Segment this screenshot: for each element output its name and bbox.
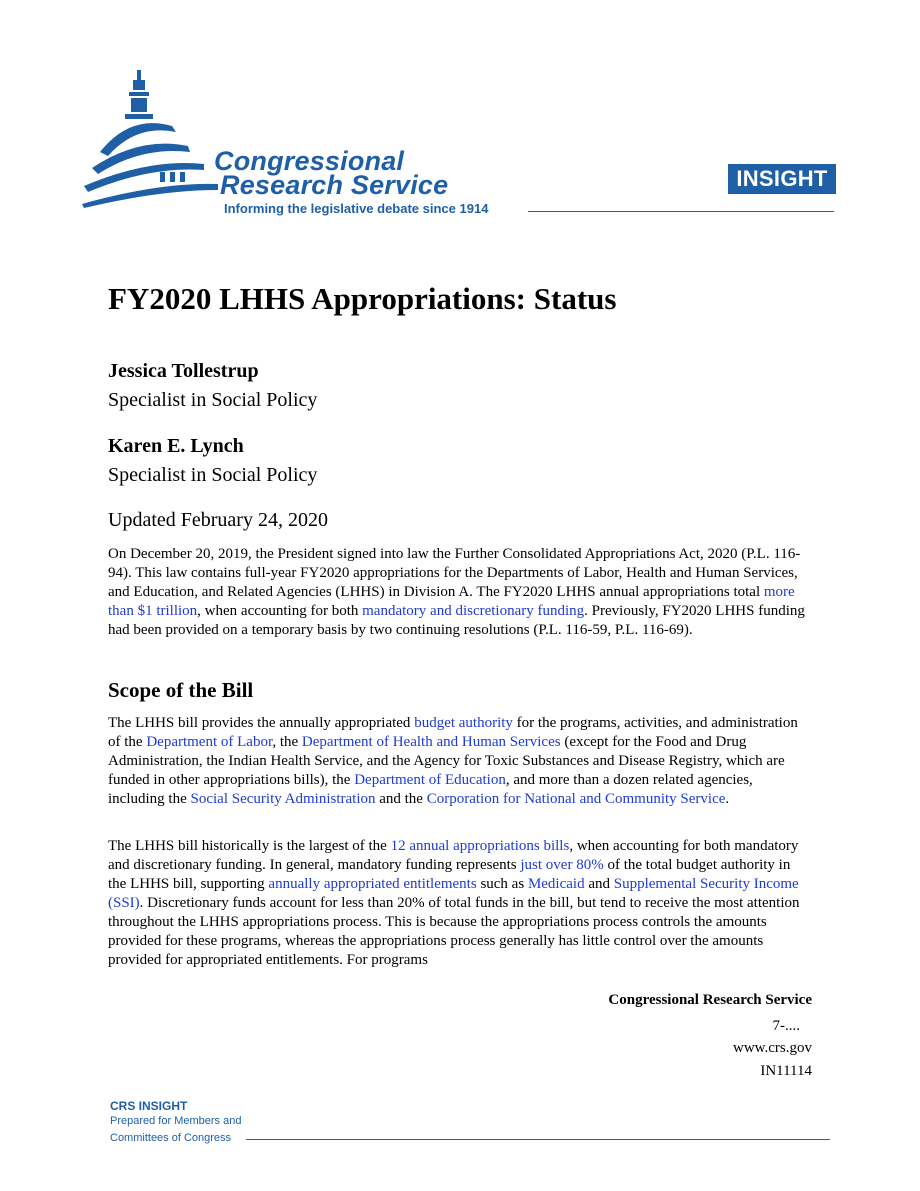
author-name-1: Jessica Tollestrup (108, 360, 259, 382)
org-name-line2: Research Service (220, 170, 449, 200)
crs-insight-label: CRS INSIGHT (110, 1099, 188, 1113)
prepared-for-line2: Committees of Congress (110, 1132, 232, 1144)
text-run: , when accounting for both (197, 603, 363, 619)
link-hhs[interactable]: Department of Health and Human Services (301, 734, 561, 750)
intro-paragraph (108, 545, 812, 640)
page-title: FY2020 LHHS Appropriations: Status (108, 281, 617, 316)
scope-paragraph-1 (108, 714, 812, 809)
link-more-than-1-trillion[interactable]: more than $1 trillion (108, 584, 795, 619)
text-run: (except for the Food and Drug Administration, the Indian Health Service, and the Agency for Toxic Substances and Disease Registry, which are funded in other appropriations bills), the (108, 734, 785, 788)
author-role-2: Specialist in Social Policy (108, 464, 318, 486)
text-run: , when accounting for both mandatory and discretionary funding. In general, mandatory funding represents (108, 838, 799, 873)
text-run: . Previously, FY2020 LHHS funding had been provided on a temporary basis by two continuing resolutions (P.L. 116-59, P.L. 116-69). (108, 603, 805, 638)
text-run: The LHHS bill historically is the largest of the (108, 838, 391, 854)
link-ssi[interactable]: Supplemental Security Income (SSI) (108, 876, 799, 911)
section-heading: Scope of the Bill (108, 678, 254, 702)
text-run: , the (272, 734, 302, 750)
text-run: , and more than a dozen related agencies, including the (108, 772, 753, 807)
text-run: and the (375, 791, 427, 807)
text-run: such as (476, 876, 528, 892)
text-run: of the total budget authority in the LHHS bill, supporting (108, 857, 791, 892)
footer-url: www.crs.gov (732, 1040, 812, 1056)
link-department-of-education[interactable]: Department of Education (354, 772, 506, 788)
insight-badge: INSIGHT (728, 164, 836, 194)
link-department-of-labor[interactable]: Department of Labor (146, 734, 273, 750)
link-mandatory-discretionary-funding[interactable]: mandatory and discretionary funding (362, 603, 585, 619)
text-run: for the programs, activities, and administration of the (108, 715, 798, 750)
text-run: The LHHS bill provides the annually appropriated (108, 715, 415, 731)
text-run: . Discretionary funds account for less than 20% of total funds in the bill, but tend to receive the most attention throughout the LHHS appropriations process. This is because the appropriations process controls the amounts provided for these programs, whereas the appropriations process generally has little control over the amounts provided for appropriated entitlements. For programs (108, 895, 800, 968)
author-name-2: Karen E. Lynch (108, 435, 244, 457)
org-tagline: Informing the legislative debate since 1914 (224, 201, 489, 216)
header-rule (528, 211, 834, 212)
footer-rule (246, 1139, 830, 1140)
footer-id: IN11114 (760, 1063, 812, 1079)
updated-date: Updated February 24, 2020 (108, 509, 328, 531)
link-appropriated-entitlements[interactable]: annually appropriated entitlements (268, 876, 477, 892)
link-12-appropriations-bills[interactable]: 12 annual appropriations bills (390, 838, 570, 854)
text-run: . (725, 791, 730, 807)
footer-code: 7-.... (772, 1018, 800, 1034)
prepared-for-line1: Prepared for Members and (110, 1115, 242, 1127)
link-cncs[interactable]: Corporation for National and Community Service (426, 791, 726, 807)
author-role-1: Specialist in Social Policy (108, 389, 318, 411)
footer-org: Congressional Research Service (608, 992, 812, 1008)
link-social-security-administration[interactable]: Social Security Administration (190, 791, 376, 807)
text-run: and (584, 876, 614, 892)
scope-paragraph-2 (108, 837, 812, 970)
link-just-over-80[interactable]: just over 80% (520, 857, 604, 873)
text-run: On December 20, 2019, the President signed into law the Further Consolidated Appropriations Act, 2020 (P.L. 116-94). This law contains full-year FY2020 appropriations for the Departments of Labor, Health and Human Services, and Education, and Related Agencies (LHHS) in Division A. The FY2020 LHHS annual appropriations total (108, 546, 801, 600)
org-name-line1: Congressional (214, 146, 405, 176)
link-medicaid[interactable]: Medicaid (527, 876, 585, 892)
link-budget-authority[interactable]: budget authority (414, 715, 513, 731)
